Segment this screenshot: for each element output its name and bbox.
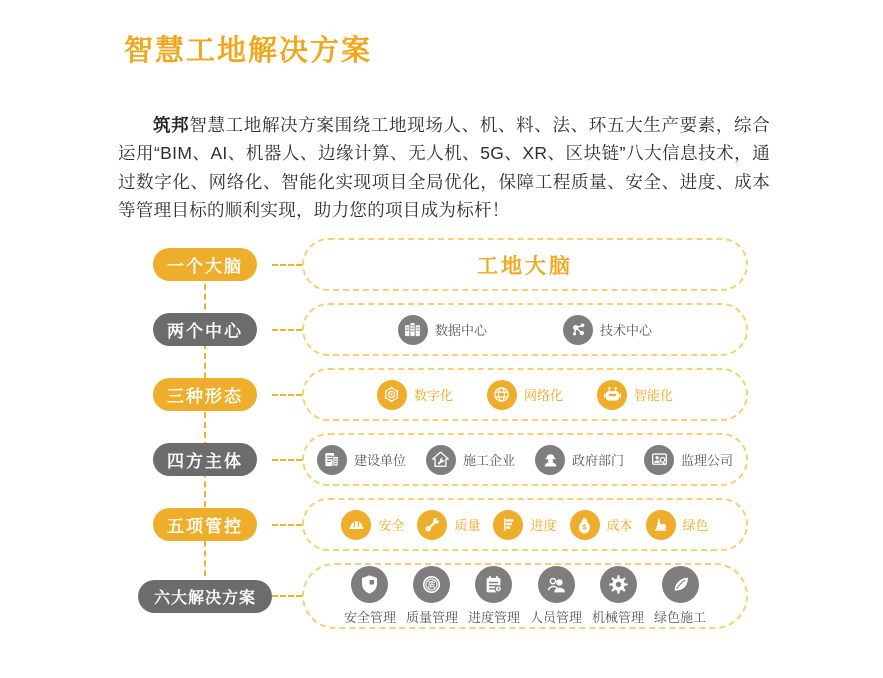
government-worker-icon — [535, 445, 565, 475]
item-label: 网络化 — [523, 388, 563, 403]
diagram-row-2 — [138, 303, 748, 356]
horizontal-dashed-connector — [272, 595, 302, 597]
row-label-pill — [153, 313, 257, 346]
row-pill-column — [138, 580, 272, 613]
item-label: 监理公司 — [681, 453, 734, 468]
horizontal-dashed-connector — [272, 394, 302, 396]
row-items-box — [302, 303, 748, 356]
machinery-gear-icon — [600, 566, 637, 603]
ai-robot-icon — [597, 380, 627, 410]
diagram-item — [654, 566, 706, 626]
diagram-item — [570, 510, 633, 540]
diagram-row-1 — [138, 238, 748, 291]
diagram-row-5 — [138, 498, 748, 551]
diagram-item — [530, 566, 582, 626]
row-items-box — [302, 368, 748, 421]
item-label: 进度 — [530, 518, 557, 533]
horizontal-dashed-connector — [272, 264, 302, 266]
item-label: 成本 — [606, 518, 633, 533]
row-items-box — [302, 563, 748, 629]
personnel-icon — [538, 566, 575, 603]
row-pill-column — [138, 378, 272, 411]
green-leaf-icon — [662, 566, 699, 603]
owner-unit-icon — [317, 445, 347, 475]
diagram-item — [341, 510, 404, 540]
diagram-item — [563, 315, 652, 345]
horizontal-dashed-connector — [272, 329, 302, 331]
construction-firm-icon — [426, 445, 456, 475]
row-pill-column — [138, 313, 272, 346]
diagram-item — [487, 380, 563, 410]
row-label-pill — [153, 443, 257, 476]
diagram-item — [417, 510, 480, 540]
item-label: 施工企业 — [462, 453, 515, 468]
intro-text: 智慧工地解决方案围绕工地现场人、机、料、法、环五大生产要素，综合运用“BIM、AI、机器人、边缘计算、无人机、5G、XR、区块链”八大信息技术，通过数字化、网络化、智能化实现项目全局优化，保障工程质量、安全、进度、成本等管理目标的顺利实现，助力您的项目成为标杆！ — [118, 114, 770, 221]
page-title: 智慧工地解决方案 — [124, 35, 373, 67]
horizontal-dashed-connector — [272, 524, 302, 526]
row-label-pill — [138, 580, 272, 613]
row-items-box — [302, 433, 748, 486]
diagram-item — [646, 510, 709, 540]
supervision-company-icon — [644, 445, 674, 475]
solution-diagram — [138, 238, 748, 641]
intro-paragraph — [118, 111, 770, 225]
tech-center-icon — [563, 315, 593, 345]
item-label: 数据中心 — [434, 323, 487, 338]
row-pill-column — [138, 443, 272, 476]
row-label: 两个中心 — [167, 322, 243, 341]
item-label: 政府部门 — [572, 453, 625, 468]
site-brain-headline: 工地大脑 — [477, 254, 573, 278]
digitalization-icon — [377, 380, 407, 410]
progress-chart-icon — [493, 510, 523, 540]
item-label: 人员管理 — [530, 610, 583, 625]
row-pill-column — [138, 508, 272, 541]
item-label: 智能化 — [634, 388, 674, 403]
diagram-item — [597, 380, 673, 410]
row-pill-column — [138, 248, 272, 281]
diagram-row-4 — [138, 433, 748, 486]
row-label: 五项管控 — [167, 517, 243, 536]
svg-text:质: 质 — [428, 580, 436, 590]
brand-name: 筑邦 — [153, 114, 190, 135]
diagram-item — [493, 510, 556, 540]
diagram-item — [317, 445, 406, 475]
item-label: 数字化 — [413, 388, 453, 403]
diagram-row-6 — [138, 563, 748, 629]
item-label: 进度管理 — [467, 610, 520, 625]
diagram-row-3 — [138, 368, 748, 421]
network-globe-icon — [487, 380, 517, 410]
safety-helmet-icon — [341, 510, 371, 540]
diagram-item — [468, 566, 520, 626]
item-label: 质量 — [454, 518, 481, 533]
item-label: 机械管理 — [592, 610, 645, 625]
row-label: 四方主体 — [167, 452, 243, 471]
item-label: 绿色施工 — [654, 610, 707, 625]
item-label: 安全管理 — [343, 610, 396, 625]
row-label-pill — [153, 508, 257, 541]
diagram-item — [398, 315, 487, 345]
horizontal-dashed-connector — [272, 459, 302, 461]
item-label: 安全 — [378, 518, 405, 533]
diagram-item — [344, 566, 396, 626]
diagram-item — [426, 445, 515, 475]
item-label: 绿色 — [682, 518, 709, 533]
row-label-pill — [153, 378, 257, 411]
diagram-item — [535, 445, 624, 475]
item-label: 技术中心 — [600, 323, 653, 338]
quality-seal-icon — [413, 566, 450, 603]
diagram-item — [377, 380, 453, 410]
row-items-box — [302, 238, 748, 291]
diagram-item — [644, 445, 733, 475]
row-label: 三种形态 — [167, 387, 243, 406]
row-label: 六大解决方案 — [153, 589, 256, 607]
cost-moneybag-icon — [570, 510, 600, 540]
quality-wrench-icon — [417, 510, 447, 540]
row-items-box — [302, 498, 748, 551]
safety-shield-icon — [351, 566, 388, 603]
data-center-icon — [398, 315, 428, 345]
diagram-item — [592, 566, 644, 626]
row-label: 一个大脑 — [167, 257, 243, 276]
diagram-item — [406, 566, 458, 626]
schedule-icon — [475, 566, 512, 603]
item-label: 建设单位 — [353, 453, 406, 468]
green-tree-icon — [646, 510, 676, 540]
svg-text:$: $ — [582, 522, 587, 532]
row-label-pill — [153, 248, 257, 281]
item-label: 质量管理 — [405, 610, 458, 625]
